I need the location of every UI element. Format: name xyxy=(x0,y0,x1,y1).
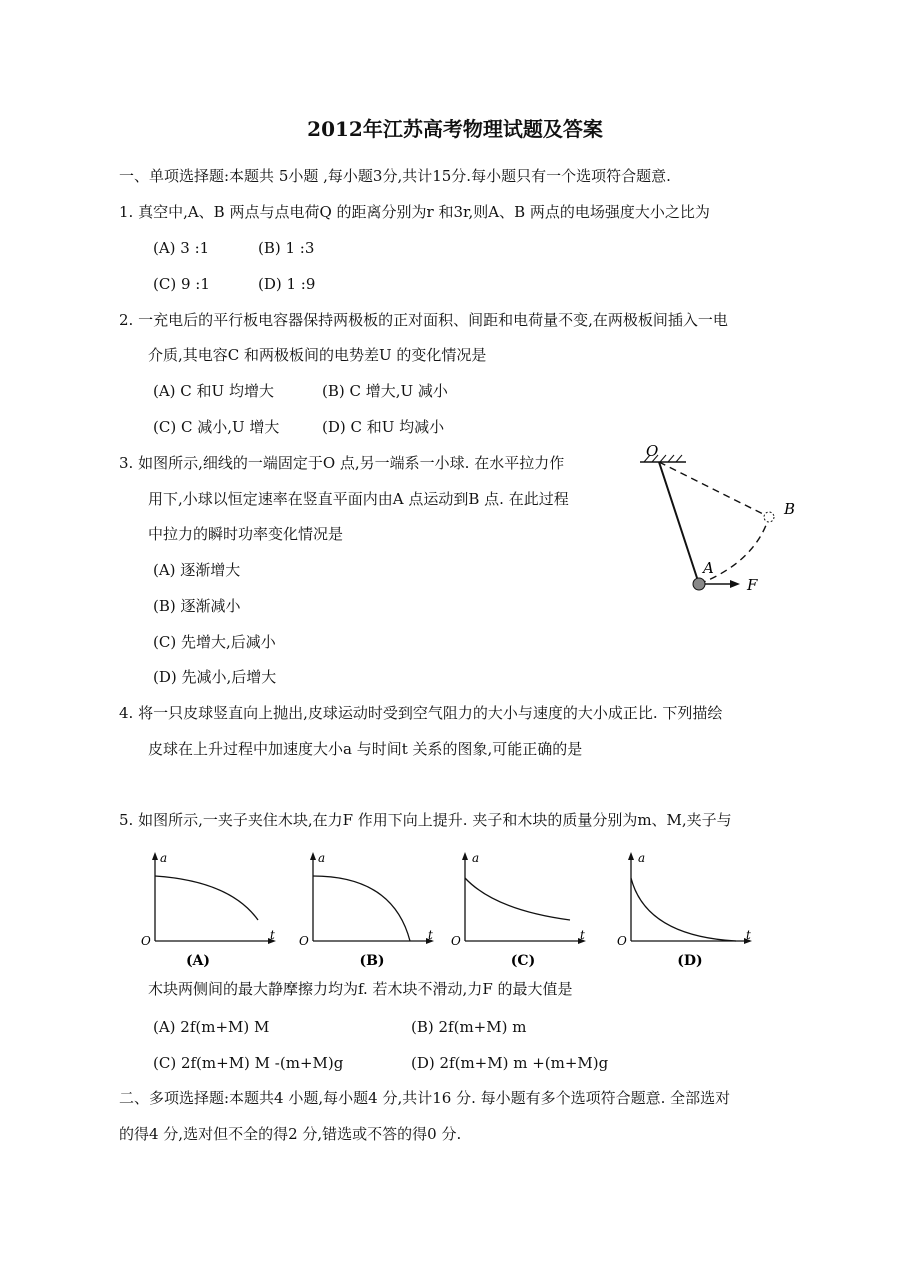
question-5-stem-line-2: 木块两侧间的最大静摩擦力均为f. 若木块不滑动,力F 的最大值是 xyxy=(148,980,573,998)
question-2-option-c: (C) C 减小,U 增大 xyxy=(153,418,280,436)
dashed-string-b xyxy=(659,462,769,517)
graph-d-curve xyxy=(631,878,736,941)
question-1-option-c: (C) 9 :1 xyxy=(153,275,210,293)
question-1-stem: 1. 真空中,A、B 两点与点电荷Q 的距离分别为r 和3r,则A、B 两点的电场强度大小之比为 xyxy=(119,203,710,221)
question-4-stem-line-1: 4. 将一只皮球竖直向上抛出,皮球运动时受到空气阻力的大小与速度的大小成正比. 下列描绘 xyxy=(119,704,723,722)
graph-b-x-label: t xyxy=(428,928,433,942)
force-arrowhead xyxy=(730,580,740,588)
graph-c-x-label: t xyxy=(580,928,585,942)
graph-d-y-label: a xyxy=(638,851,646,865)
graph-b-origin-label: O xyxy=(299,934,309,948)
question-5-stem-line-1: 5. 如图所示,一夹子夹住木块,在力F 作用下向上提升. 夹子和木块的质量分别为m、M,夹子与 xyxy=(119,811,732,829)
graph-d-caption: (D) xyxy=(677,953,703,969)
graph-a-origin-label: O xyxy=(141,934,151,948)
question-1-option-d: (D) 1 :9 xyxy=(258,275,316,293)
question-1-option-b: (B) 1 :3 xyxy=(258,239,315,257)
question-5-option-c: (C) 2f(m+M) M -(m+M)g xyxy=(153,1054,344,1072)
question-5-option-d: (D) 2f(m+M) m +(m+M)g xyxy=(411,1054,609,1072)
string-line xyxy=(659,462,699,584)
section-2-heading-line-2: 的得4 分,选对但不全的得2 分,错选或不答的得0 分. xyxy=(119,1125,462,1143)
point-b-label: B xyxy=(784,500,796,518)
question-3-option-c: (C) 先增大,后减小 xyxy=(153,633,276,651)
section-1-heading: 一、单项选择题:本题共 5小题 ,每小题3分,共计15分.每小题只有一个选项符合题意. xyxy=(119,167,671,185)
graph-b xyxy=(298,848,438,973)
graph-b-curve xyxy=(313,876,410,941)
graph-c xyxy=(450,848,590,973)
point-o-label: O xyxy=(646,442,659,460)
question-3-option-b: (B) 逐渐减小 xyxy=(153,597,241,615)
question-1-option-a: (A) 3 :1 xyxy=(153,239,210,257)
graph-a-y-arrowhead xyxy=(152,852,158,860)
page-title: 2012年江苏高考物理试题及答案 xyxy=(307,117,603,141)
question-2-stem-line-1: 2. 一充电后的平行板电容器保持两极板的正对面积、间距和电荷量不变,在两极板间插入一电 xyxy=(119,311,728,329)
question-2-option-d: (D) C 和U 均减小 xyxy=(322,418,445,436)
pendulum-figure xyxy=(630,442,796,594)
graph-d-origin-label: O xyxy=(617,934,627,948)
question-4-stem-line-2: 皮球在上升过程中加速度大小a 与时间t 关系的图象,可能正确的是 xyxy=(148,740,583,758)
graph-b-y-label: a xyxy=(318,851,326,865)
question-3-stem-line-3: 中拉力的瞬时功率变化情况是 xyxy=(148,525,344,543)
graph-c-origin-label: O xyxy=(451,934,461,948)
graph-d-y-arrowhead xyxy=(628,852,634,860)
question-5-option-b: (B) 2f(m+M) m xyxy=(411,1018,527,1036)
question-3-option-a: (A) 逐渐增大 xyxy=(153,561,241,579)
graph-c-caption: (C) xyxy=(510,953,536,969)
graph-a-y-label: a xyxy=(160,851,168,865)
question-3-stem-line-2: 用下,小球以恒定速率在竖直平面内由A 点运动到B 点. 在此过程 xyxy=(148,490,569,508)
graph-c-curve xyxy=(465,878,570,920)
question-5-option-a: (A) 2f(m+M) M xyxy=(153,1018,270,1036)
graph-a xyxy=(140,848,280,973)
section-2-heading-line-1: 二、多项选择题:本题共4 小题,每小题4 分,共计16 分. 每小题有多个选项符合题意. 全部选对 xyxy=(119,1089,731,1107)
ball-a xyxy=(693,578,705,590)
graph-d xyxy=(616,848,756,973)
ball-b xyxy=(764,512,774,522)
graph-a-curve xyxy=(155,876,258,920)
question-2-stem-line-2: 介质,其电容C 和两极板间的电势差U 的变化情况是 xyxy=(148,346,487,364)
question-2-option-a: (A) C 和U 均增大 xyxy=(153,382,274,400)
question-2-option-b: (B) C 增大,U 减小 xyxy=(322,382,448,400)
graph-a-caption: (A) xyxy=(185,953,211,969)
graph-b-caption: (B) xyxy=(359,953,385,969)
graph-d-x-label: t xyxy=(746,928,751,942)
graph-a-x-label: t xyxy=(270,928,275,942)
graph-c-y-arrowhead xyxy=(462,852,468,860)
graph-b-y-arrowhead xyxy=(310,852,316,860)
question-3-option-d: (D) 先减小,后增大 xyxy=(153,668,277,686)
graph-c-y-label: a xyxy=(472,851,480,865)
point-a-label: A xyxy=(703,559,714,577)
question-3-stem-line-1: 3. 如图所示,细线的一端固定于O 点,另一端系一小球. 在水平拉力作 xyxy=(119,454,565,472)
force-f-label: F xyxy=(747,576,758,594)
